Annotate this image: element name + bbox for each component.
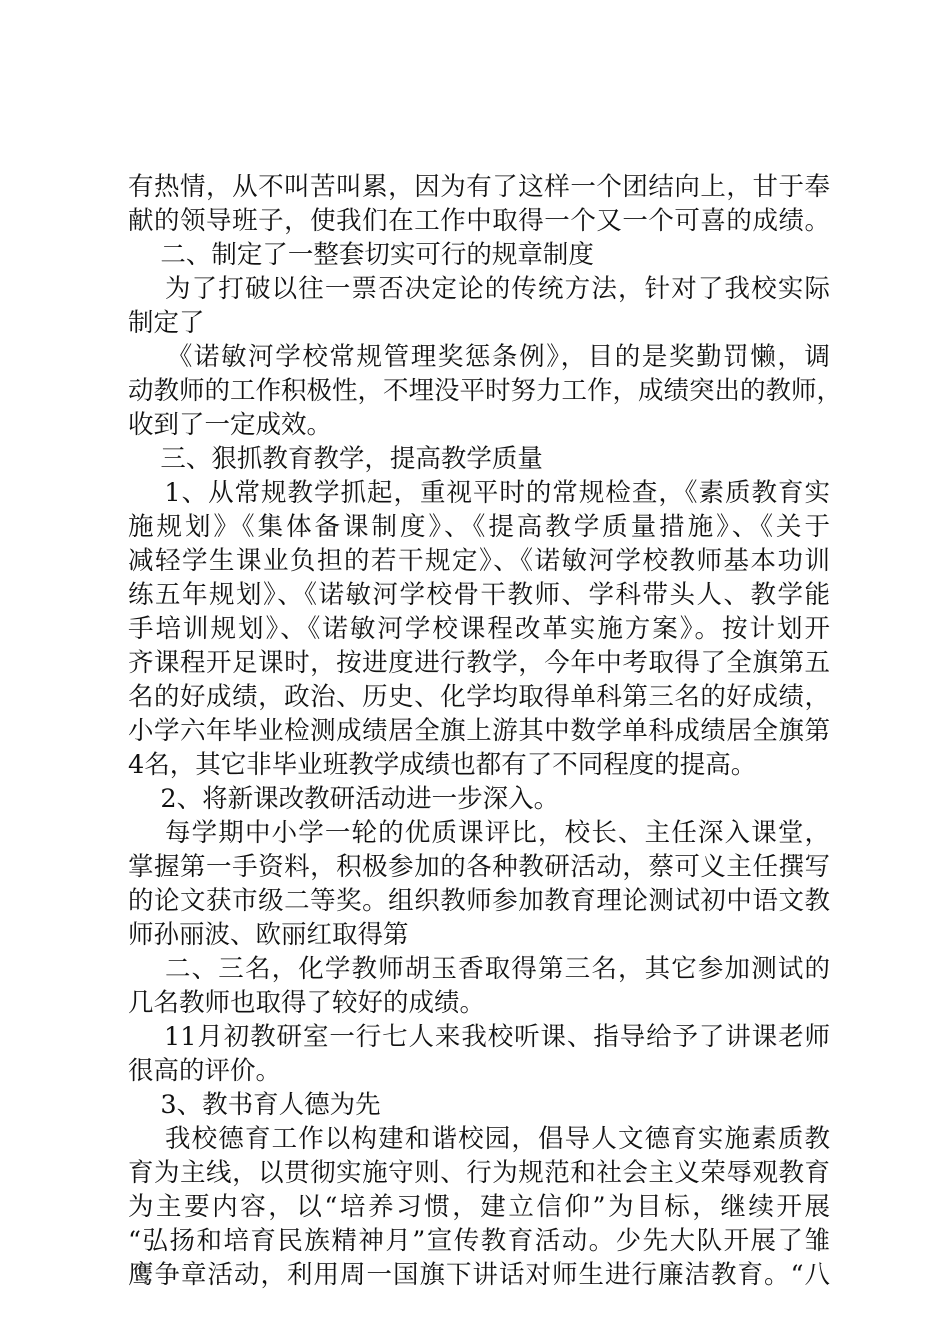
text-line: 施规划》《集体备课制度》、《提高教学质量措施》、《关于 bbox=[128, 512, 830, 542]
section-heading: 三、狠抓教育教学，提高教学质量 bbox=[128, 444, 543, 474]
text-line: 减轻学生课业负担的若干规定》、《诺敏河学校教师基本功训 bbox=[128, 546, 830, 576]
text-line: 齐课程开足课时，按进度进行教学，今年中考取得了全旗第五 bbox=[128, 648, 830, 678]
document-body bbox=[128, 170, 843, 1292]
text-line: 的论文获市级二等奖。组织教师参加教育理论测试初中语文教 bbox=[128, 886, 830, 916]
text-line: 11月初教研室一行七人来我校听课、指导给予了讲课老师 bbox=[128, 1022, 830, 1052]
text-line: 4名，其它非毕业班教学成绩也都有了不同程度的提高。 bbox=[128, 750, 757, 780]
text-line: 献的领导班子，使我们在工作中取得一个又一个可喜的成绩。 bbox=[128, 206, 830, 236]
text-line: 二、三名，化学教师胡玉香取得第三名，其它参加测试的 bbox=[128, 954, 830, 984]
text-line: 育为主线，以贯彻实施守则、行为规范和社会主义荣辱观教育 bbox=[128, 1158, 830, 1188]
text-line: 手培训规划》、《诺敏河学校课程改革实施方案》。按计划开 bbox=[128, 614, 830, 644]
text-line: 为主要内容，以“培养习惯，建立信仰”为目标，继续开展 bbox=[128, 1192, 830, 1222]
text-line: 收到了一定成效。 bbox=[128, 410, 333, 440]
text-line: 几名教师也取得了较好的成绩。 bbox=[128, 988, 486, 1018]
text-line: 掌握第一手资料，积极参加的各种教研活动，蔡可义主任撰写 bbox=[128, 852, 830, 882]
text-line: 练五年规划》、《诺敏河学校骨干教师、学科带头人、教学能 bbox=[128, 580, 830, 610]
section-heading: 3、教书育人德为先 bbox=[128, 1090, 381, 1120]
section-heading: 2、将新课改教研活动进一步深入。 bbox=[128, 784, 560, 814]
text-line: 为了打破以往一票否决定论的传统方法，针对了我校实际 bbox=[128, 274, 830, 304]
text-line: “弘扬和培育民族精神月”宣传教育活动。少先大队开展了雏 bbox=[128, 1226, 830, 1256]
text-line: 师孙丽波、欧丽红取得第 bbox=[128, 920, 409, 950]
text-line: 1、从常规教学抓起，重视平时的常规检查，《素质教育实 bbox=[128, 478, 830, 508]
text-line: 名的好成绩，政治、历史、化学均取得单科第三名的好成绩， bbox=[128, 682, 830, 712]
text-line: 有热情，从不叫苦叫累，因为有了这样一个团结向上，甘于奉 bbox=[128, 172, 830, 202]
text-line: 鹰争章活动，利用周一国旗下讲话对师生进行廉洁教育。“八 bbox=[128, 1260, 830, 1290]
text-line: 制定了 bbox=[128, 308, 205, 338]
section-heading: 二、制定了一整套切实可行的规章制度 bbox=[128, 240, 594, 270]
text-line: 每学期中小学一轮的优质课评比，校长、主任深入课堂， bbox=[128, 818, 830, 848]
text-line: 小学六年毕业检测成绩居全旗上游其中数学单科成绩居全旗第 bbox=[128, 716, 830, 746]
text-line: 动教师的工作积极性，不埋没平时努力工作，成绩突出的教师， bbox=[128, 376, 843, 406]
text-line: 我校德育工作以构建和谐校园，倡导人文德育实施素质教 bbox=[128, 1124, 830, 1154]
text-line: 《诺敏河学校常规管理奖惩条例》，目的是奖勤罚懒，调 bbox=[128, 342, 830, 372]
text-line: 很高的评价。 bbox=[128, 1056, 282, 1086]
